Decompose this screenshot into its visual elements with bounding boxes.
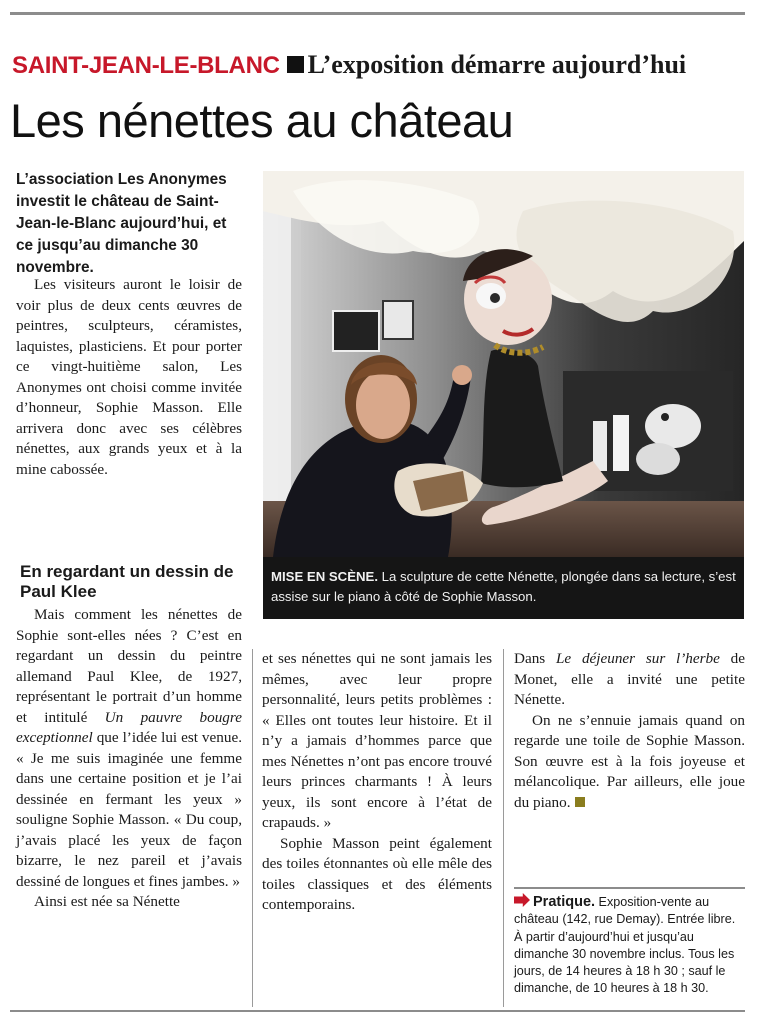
info-box (514, 893, 746, 998)
kicker-deck: L’exposition démarre aujourd’hui (307, 50, 687, 79)
text-run: Dans (514, 650, 556, 667)
artwork-title: Un pauvre bougre exceptionnel (16, 708, 242, 746)
top-rule (10, 12, 745, 15)
red-arrow-icon (514, 893, 530, 907)
body-paragraph: Ainsi est née sa Nénette (34, 893, 180, 910)
body-paragraph (514, 649, 745, 711)
kicker (12, 50, 686, 81)
black-square-icon (287, 56, 304, 73)
article-photo (263, 171, 744, 557)
caption-text: La sculpture de cette Nénette, plongée dans sa lecture, s’est assise sur le piano à côté de Sophie Masson. (271, 569, 736, 604)
body-column-1-bottom (16, 605, 242, 913)
end-square-icon (575, 797, 585, 807)
caption-label: MISE EN SCÈNE. (271, 569, 378, 584)
column-divider (252, 649, 253, 1007)
info-box-label: Pratique. (533, 894, 596, 910)
body-column-3 (514, 649, 745, 813)
kicker-place: SAINT-JEAN-LE-BLANC (12, 52, 280, 79)
text-run: On ne s’ennuie jamais quand on regarde une toile de Sophie Masson. Son œuvre est à la fois joyeuse et mélancolique. Par ailleurs, elle joue du piano. (514, 711, 745, 811)
body-paragraph: Sophie Masson peint également des toiles étonnantes où elle mêle des toiles classiques et des éléments contemporains. (262, 834, 492, 913)
body-paragraph: Les visiteurs auront le loisir de voir plus de deux cents œuvres de peintres, sculpteurs, céramistes, laquistes, plasticiens. Et pour porter ce vingt-huitième salon, Les Anonymes ont choisi comme invitée d’honneur, Sophie Masson. Elle arrivera donc avec ses célèbres nénettes, aux grands yeux et à la mine cabossée. (16, 276, 242, 478)
bottom-rule (10, 1010, 745, 1012)
subheading: En regardant un dessin de Paul Klee (20, 562, 234, 601)
info-box-text: Exposition-vente au château (142, rue Demay). Entrée libre. À partir d’aujourd’hui et jusqu’au dimanche 30 novembre inclus. Tous les jours, de 14 heures à 18 h 30 ; sauf le dimanche, de 10 heures à 18 h 30. (514, 895, 736, 996)
lead-paragraph: L’association Les Anonymes investit le château de Saint-Jean-le-Blanc aujourd’hui, et ce jusqu’au dimanche 30 novembre. (16, 171, 227, 276)
column-divider (503, 649, 504, 1007)
body-paragraph: et ses nénettes qui ne sont jamais les mêmes, avec leur propre personnalité, leurs petits problèmes : « Elles ont toutes leur histoire. Et il n’y a jamais d’hommes parce que mes Nénettes n’ont pas encore trouvé leurs princes charmants ! À leurs yeux, ils sont encore à l’état de crapauds. » (262, 650, 492, 831)
headline: Les nénettes au château (10, 94, 514, 147)
text-run: Mais comment les nénettes de Sophie sont-elles nées ? C’est en regardant un dessin du peintre allemand Paul Klee, de 1927, représentant le portrait d’un homme et intitulé (16, 606, 242, 726)
body-paragraph (514, 711, 745, 814)
body-column-1-top (16, 275, 242, 480)
text-run: que l’idée lui est venue. « Je me suis imaginée une femme dans une certaine position et je l’ai dessinée en fermant les yeux » souligne Sophie Masson. « Du coup, j’avais placé les yeux de façon bizarre, le nez pareil et j’avais dessiné de longues et fines jambes. » (16, 729, 242, 890)
info-box-rule (514, 887, 745, 889)
artwork-title: Le déjeuner sur l’herbe (555, 650, 720, 667)
body-paragraph (16, 605, 242, 892)
photo-illustration (263, 171, 744, 557)
text-run: de Monet, elle a invité une petite Nénette. (514, 650, 745, 708)
photo-caption (271, 567, 739, 607)
body-column-2 (262, 649, 492, 916)
